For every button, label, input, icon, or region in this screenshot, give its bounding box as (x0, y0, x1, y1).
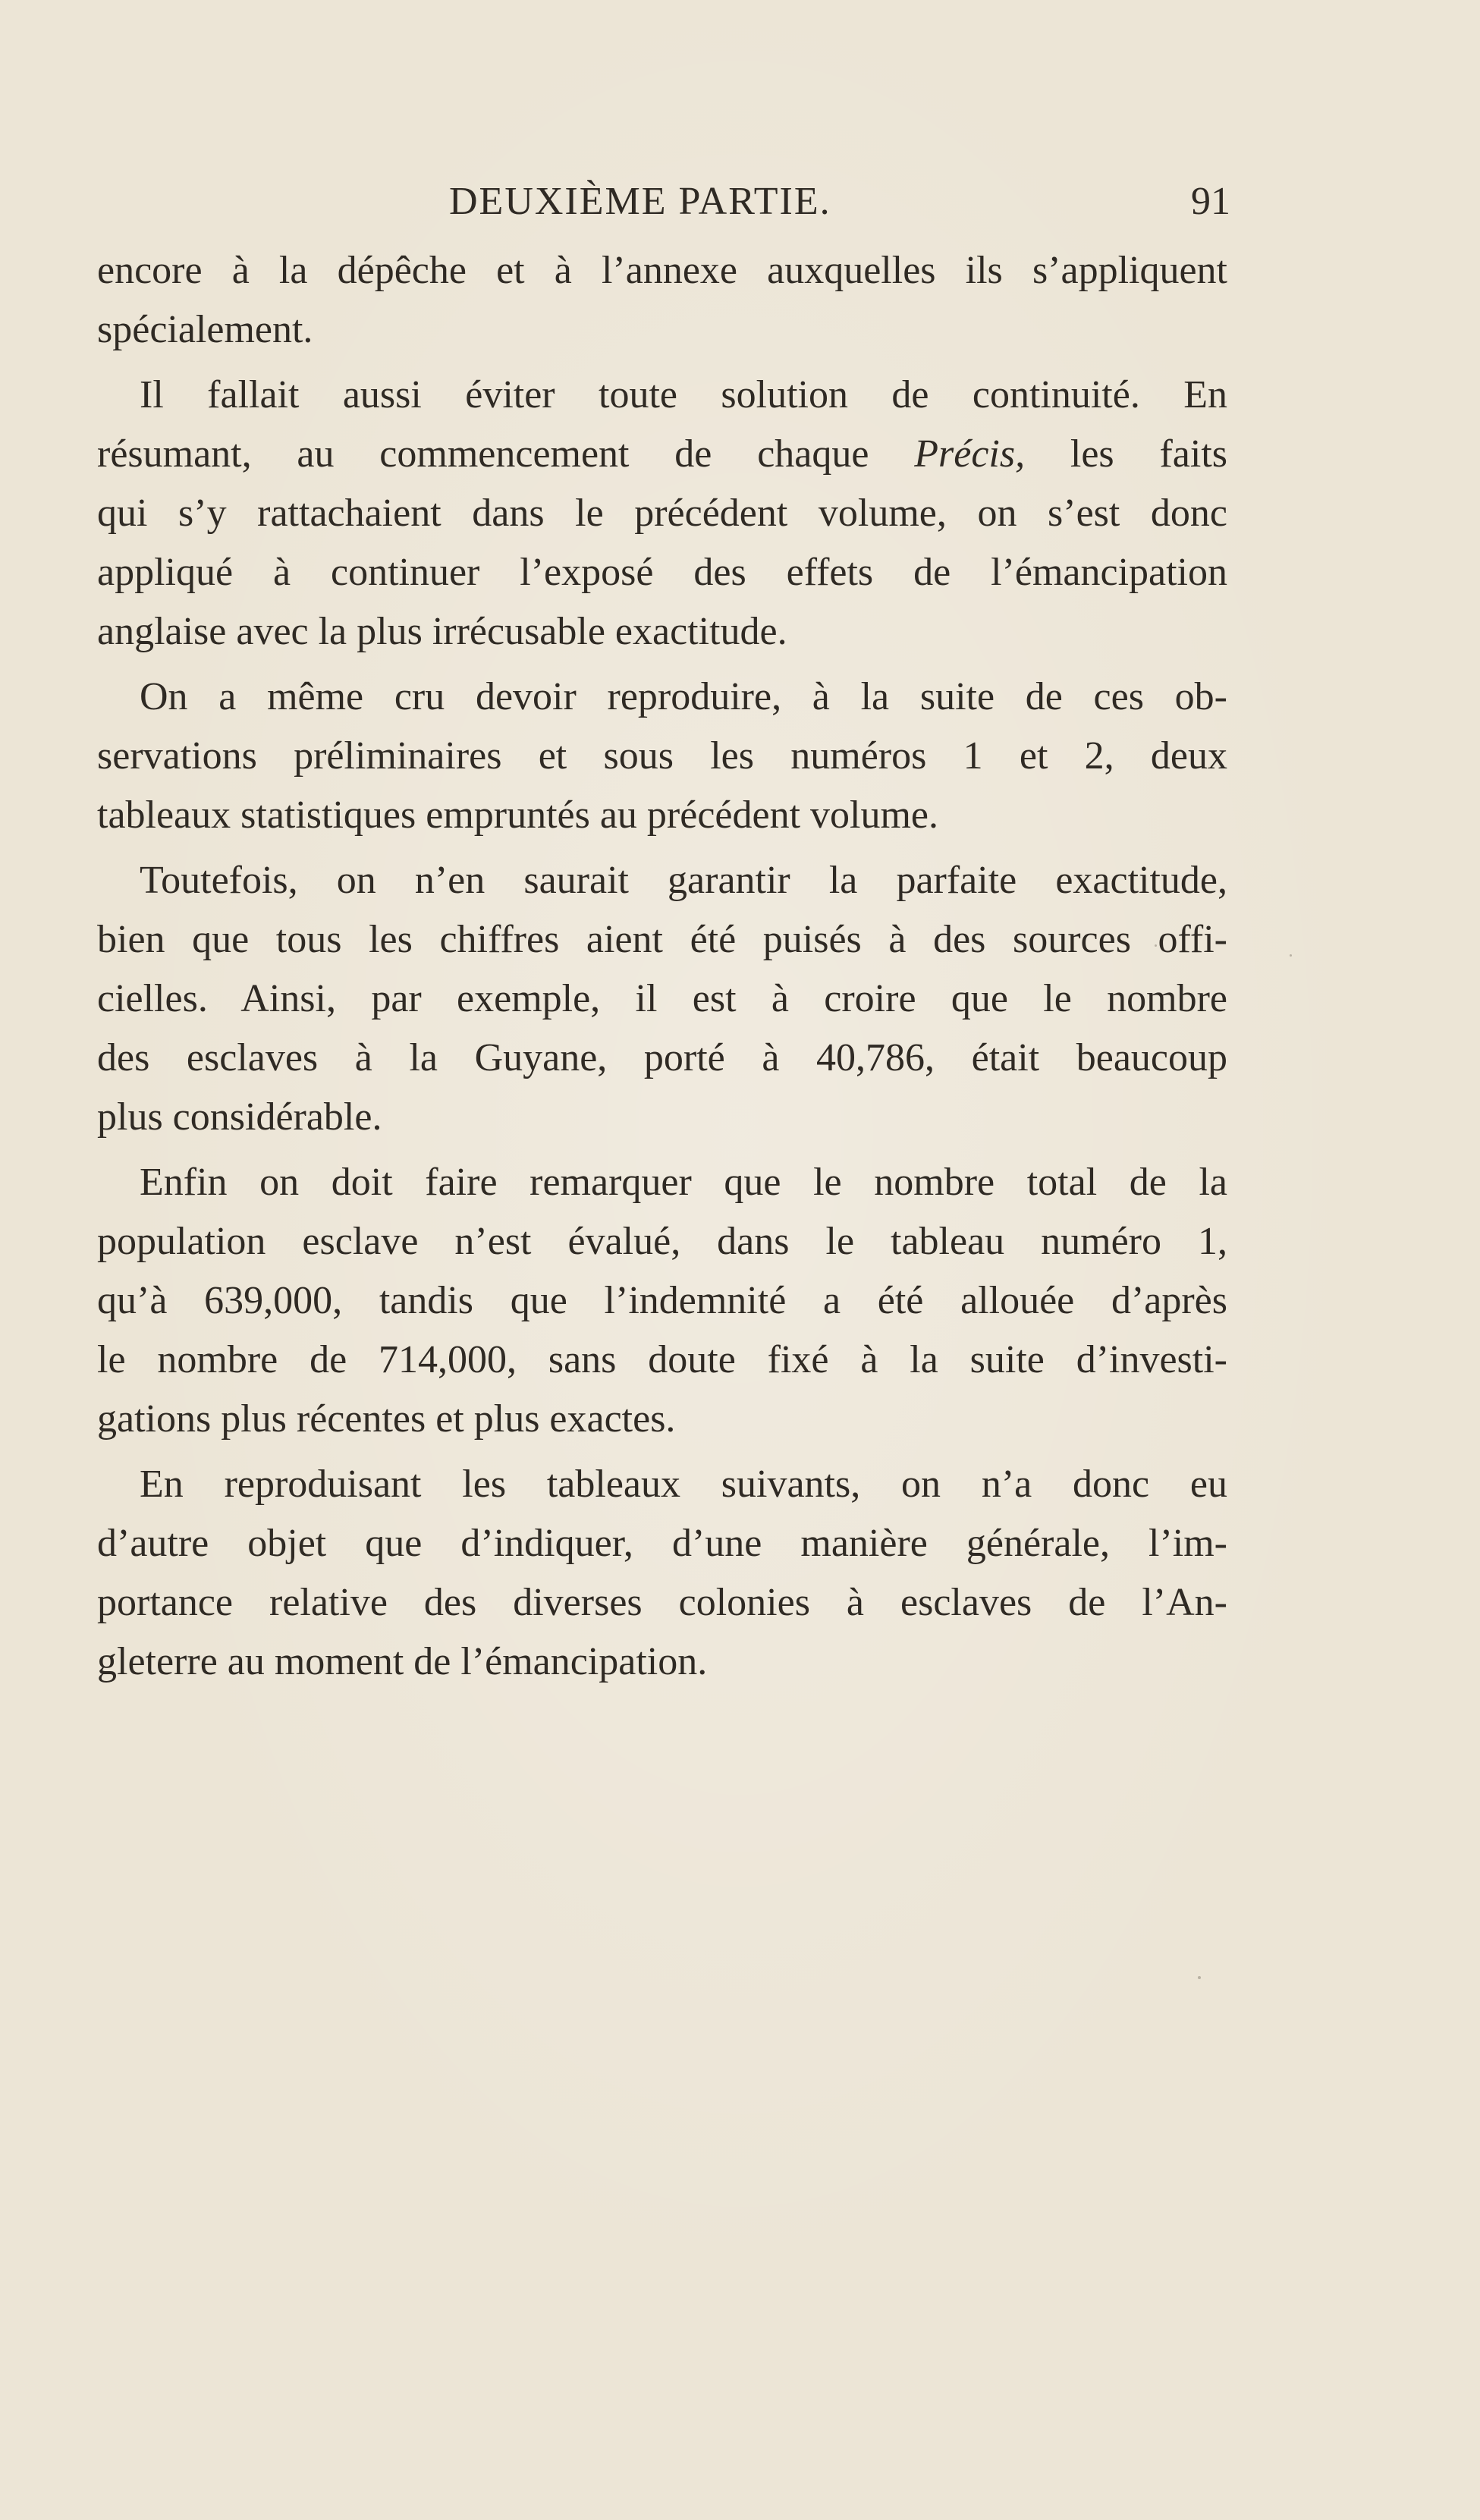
page-number: 91 (1191, 180, 1230, 223)
paper-speck (1198, 1976, 1201, 1979)
section-title: DEUXIÈME PARTIE. (449, 180, 831, 223)
paper-speck (1290, 954, 1292, 957)
text-line: tableaux statistiques empruntés au précédent volume. (97, 793, 938, 837)
text-line: encore à la dépêche et à l’annexe auxquelles ils s’appliquent (97, 249, 1227, 292)
text-line: portance relative des diverses colonies à esclaves de l’An- (97, 1581, 1227, 1624)
text-line: Toutefois, on n’en saurait garantir la parfaite exactitude, (140, 859, 1227, 902)
italic-word-precis: Précis, (914, 432, 1026, 476)
text-line: plus considérable. (97, 1095, 382, 1139)
text-line: Enfin on doit faire remarquer que le nombre total de la (140, 1161, 1227, 1204)
paper-speck (1155, 944, 1157, 947)
text-line: cielles. Ainsi, par exemple, il est à croire que le nombre (97, 977, 1227, 1020)
body-text (97, 241, 1227, 1692)
text-line: d’autre objet que d’indiquer, d’une manière générale, l’im- (97, 1522, 1227, 1565)
text-line: qui s’y rattachaient dans le précédent volume, on s’est donc (97, 492, 1227, 535)
text-line: On a même cru devoir reproduire, à la suite de ces ob- (140, 675, 1227, 718)
text-line: qu’à 639,000, tandis que l’indemnité a été allouée d’après (97, 1279, 1227, 1322)
text-line: Il fallait aussi éviter toute solution de continuité. En (140, 373, 1227, 416)
text-line: anglaise avec la plus irrécusable exactitude. (97, 610, 787, 653)
text-line: le nombre de 714,000, sans doute fixé à la suite d’investi- (97, 1338, 1227, 1381)
running-header (449, 179, 1230, 232)
text-line: appliqué à continuer l’exposé des effets de l’émancipation (97, 551, 1227, 594)
text-line: En reproduisant les tableaux suivants, on n’a donc eu (140, 1463, 1227, 1506)
text-line: population esclave n’est évalué, dans le tableau numéro 1, (97, 1220, 1227, 1263)
text-line: des esclaves à la Guyane, porté à 40,786, était beaucoup (97, 1036, 1227, 1079)
text-fragment: résumant, au commencement de chaque (97, 432, 869, 476)
text-line: bien que tous les chiffres aient été puisés à des sources offi- (97, 918, 1227, 961)
text-line: servations préliminaires et sous les numéros 1 et 2, deux (97, 734, 1227, 778)
text-line (97, 425, 1227, 484)
text-line: gleterre au moment de l’émancipation. (97, 1640, 708, 1683)
text-fragment: les faits (1025, 432, 1228, 476)
text-line: gations plus récentes et plus exactes. (97, 1397, 676, 1441)
text-line: spécialement. (97, 308, 313, 351)
